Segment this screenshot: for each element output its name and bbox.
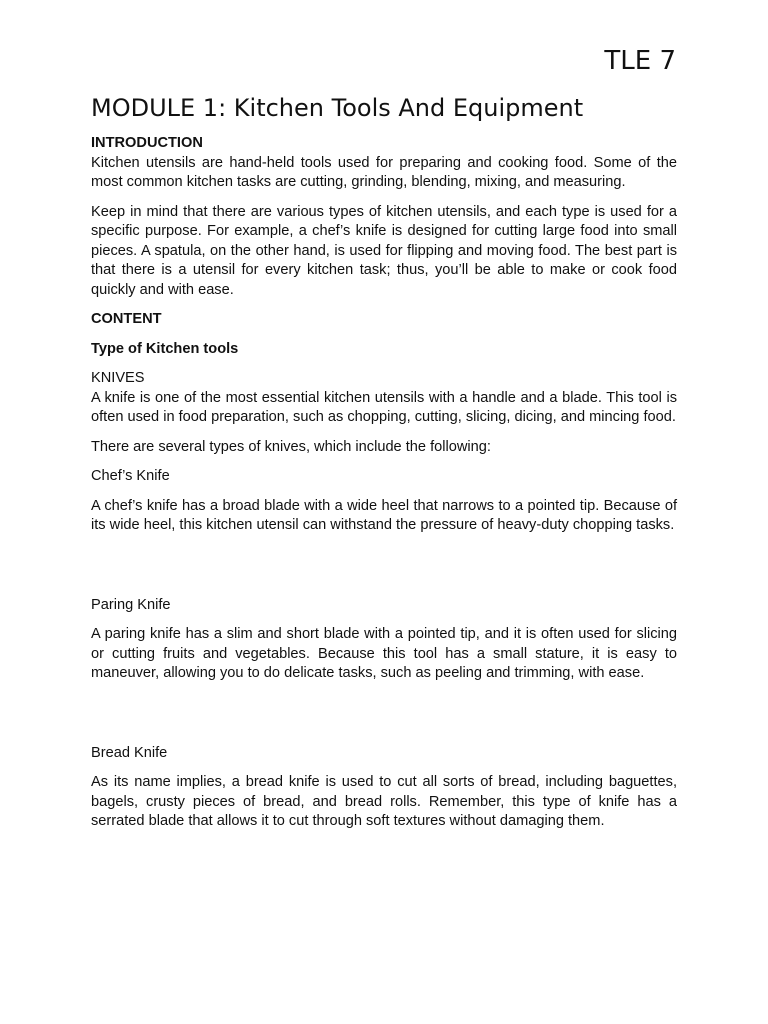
introduction-paragraph: Kitchen utensils are hand-held tools used for preparing and cooking food. Some of the most common kitchen tasks are cutting, grinding, blending, mixing, and measuring.: [91, 154, 677, 190]
kitchen-tools-subheading: Type of Kitchen tools: [91, 340, 239, 357]
knife-types-intro: There are several types of knives, which include the following:: [91, 438, 491, 455]
knives-description: A knife is one of the most essential kitchen utensils with a handle and a blade. This tool is often used in food preparation, such as chopping, cutting, slicing, dicing, and mincing food.: [91, 389, 677, 425]
knife-type-heading: Chef’s Knife: [91, 468, 170, 484]
knife-type-chefs: [91, 467, 677, 536]
knife-type-description: As its name implies, a bread knife is used to cut all sorts of bread, including baguettes, bagels, crusty pieces of bread, and bread rolls. Remember, this type of knife has a serrated blade that allows it to cut through soft textures without damaging them.: [91, 774, 677, 829]
knife-type-paring: [91, 596, 677, 684]
content-section: [91, 310, 677, 832]
introduction-section: [91, 134, 677, 300]
knife-type-bread: [91, 744, 677, 832]
introduction-paragraph: Keep in mind that there are various types of kitchen utensils, and each type is used for a specific purpose. For example, a chef’s knife is designed for cutting large food into small pieces. A spatula, on the other hand, is used for flipping and moving food. The best part is that there is a utensil for every kitchen task; thus, you’ll be able to make or cook food quickly and with ease.: [91, 203, 677, 298]
knife-type-description: A paring knife has a slim and short blade with a pointed tip, and it is often used for slicing or cutting fruits and vegetables. Because this tool has a small stature, it is easy to maneuver, allowing you to do delicate tasks, such as peeling and trimming, with ease.: [91, 626, 677, 681]
introduction-heading: INTRODUCTION: [91, 135, 203, 151]
knife-type-heading: Bread Knife: [91, 744, 168, 761]
knife-type-description: A chef’s knife has a broad blade with a wide heel that narrows to a pointed tip. Because of its wide heel, this kitchen utensil can withstand the pressure of heavy-duty chopping tasks.: [91, 497, 677, 533]
document-body: [91, 92, 677, 832]
grade-label: TLE 7: [604, 46, 676, 76]
content-heading: CONTENT: [91, 311, 162, 327]
knives-heading: KNIVES: [91, 370, 145, 386]
knife-type-heading: Paring Knife: [91, 596, 171, 613]
module-title: MODULE 1: Kitchen Tools And Equipment: [91, 94, 584, 122]
